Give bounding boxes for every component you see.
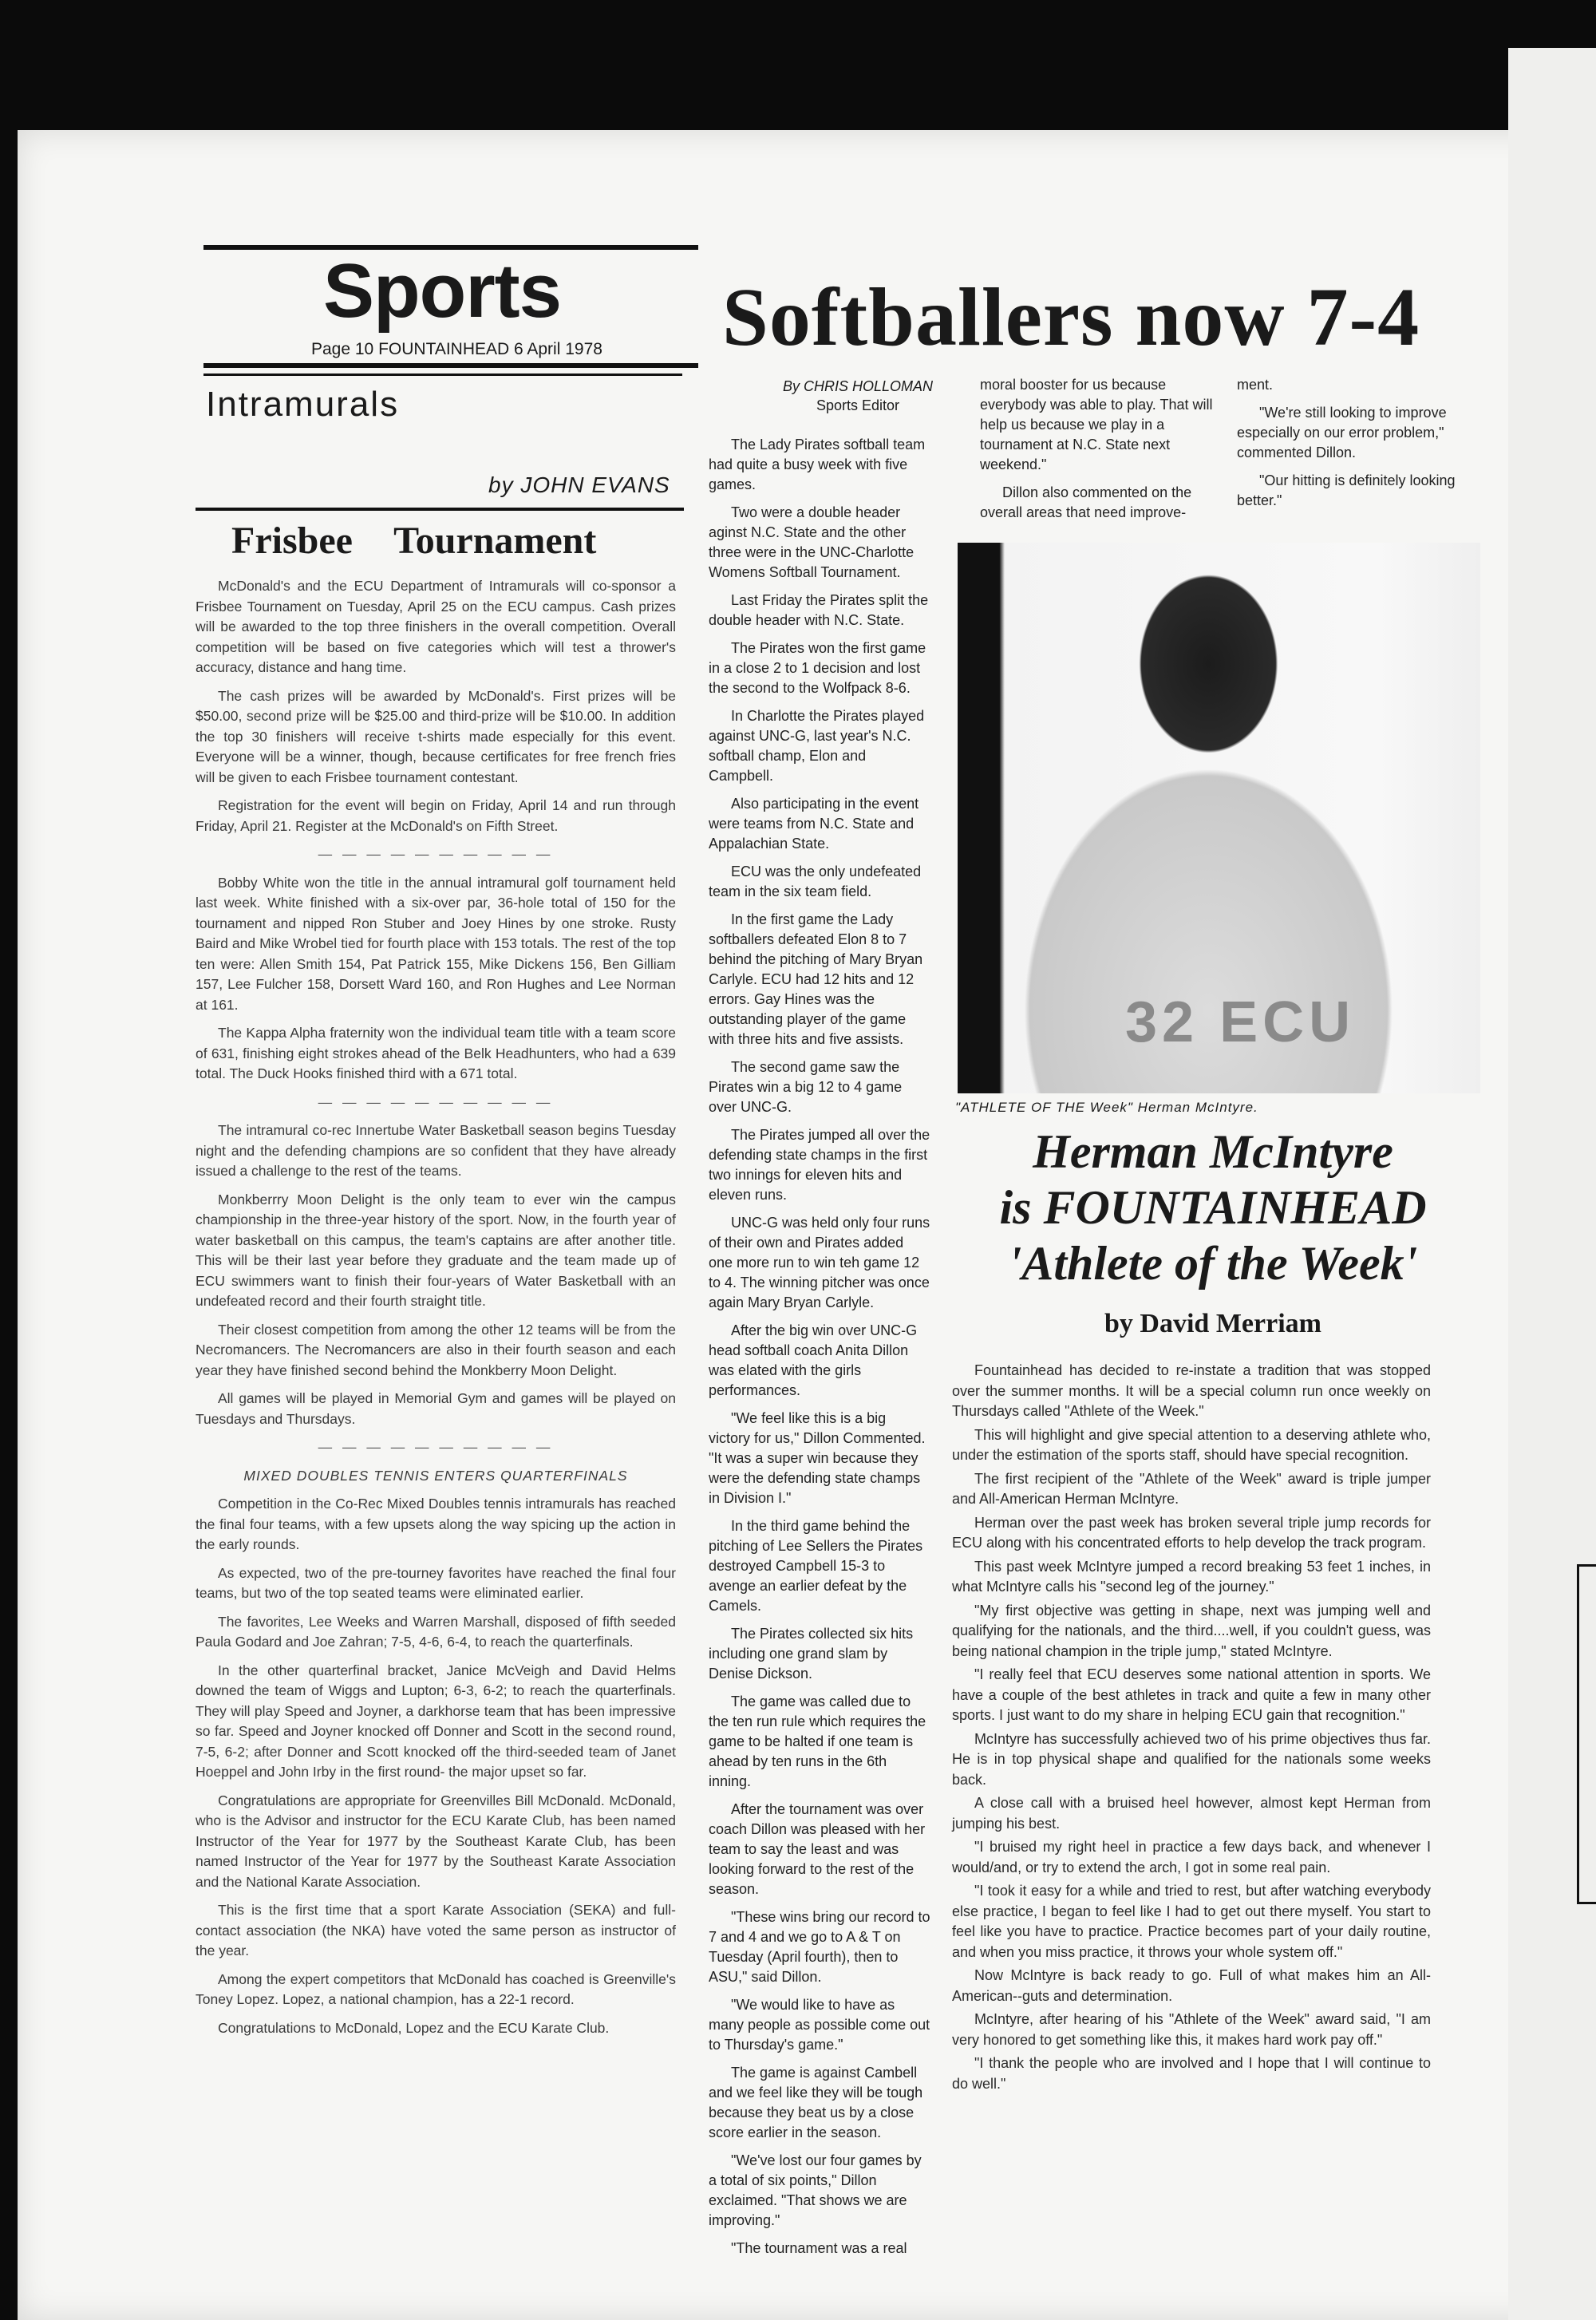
article-paragraph: Fountainhead has decided to re-instate a tradition that was stopped over the summer months. It will be a special column run once weekly on Thursdays called "Athlete of the Week."	[952, 1362, 1431, 1419]
column-rule	[196, 508, 684, 511]
article-paragraph: The second game saw the Pirates win a big 12 to 4 game over UNC-G.	[709, 1059, 903, 1115]
article-paragraph: The Pirates collected six hits including one grand slam by Denise Dickson.	[709, 1626, 914, 1682]
article-paragraph: After the big win over UNC-G head softball coach Anita Dillon was elated with the girls performances.	[709, 1322, 918, 1398]
title-rule	[203, 363, 698, 368]
headline-line: 'Athlete of the Week'	[1008, 1237, 1418, 1290]
article-paragraph: The Pirates jumped all over the defending state champs in the first two innings for eleven hits and eleven runs.	[709, 1127, 930, 1203]
article-paragraph: "We're still looking to improve especially on our error problem," commented Dillon.	[1237, 405, 1447, 460]
column-byline: by JOHN EVANS	[488, 472, 670, 497]
article-paragraph: The first recipient of the "Athlete of the Week" award is triple jumper and All-American Herman McIntyre.	[952, 1470, 1431, 1507]
article-paragraph: "Our hitting is definitely looking better."	[1237, 472, 1456, 508]
article-paragraph: The cash prizes will be awarded by McDonald's. First prizes will be $50.00, second prize will be $25.00 and third-prize will be $10.00. In addition the top 30 finishers will receive t-shirts made especially for this event. Everyone will be a winner, though, because certificates for free french fries will be given to each Frisbee tournament contestant.	[196, 687, 676, 785]
article-paragraph: ment.	[1237, 377, 1274, 393]
title-rule-thin	[203, 373, 682, 376]
article-paragraph: As expected, two of the pre-tourney favorites have reached the final four teams, but two of the top seated teams were eliminated earlier.	[196, 1564, 676, 1601]
athlete-photo	[958, 543, 1480, 1093]
article-paragraph: A close call with a bruised heel however, almost kept Herman from jumping his best.	[952, 1795, 1431, 1832]
article-paragraph: The intramural co-rec Innertube Water Basketball season begins Tuesday night and the defending champions are so confident that they have already issued a challenge to the rest of the teams.	[196, 1122, 676, 1179]
article-paragraph: This will highlight and give special attention to a deserving athlete who, under the estimation of the sports staff, should have special recognition.	[952, 1426, 1431, 1463]
athlete-byline: by David Merriam	[1104, 1309, 1321, 1338]
article-paragraph: Also participating in the event were teams from N.C. State and Appalachian State.	[709, 796, 919, 852]
article-paragraph: "These wins bring our record to 7 and 4 and we go to A & T on Tuesday (April fourth), then to ASU," said Dillon.	[709, 1909, 930, 1985]
article-paragraph: All games will be played in Memorial Gym and games will be played on Tuesdays and Thursdays.	[196, 1390, 676, 1427]
article-paragraph: In the other quarterfinal bracket, Janice McVeigh and David Helms downed the team of Wiggs and Lupton; 6-3, 6-2; to reach the quarterfinals. They will play Speed and Joyner, a darkhorse team that has been impressive so far. Speed and Joyner knocked off Donner and Scott in the second round, 7-5, 6-2; after Donner and Scott knocked off the third-seeded team of Janet Hoeppel and John Irby in the first round- the major upset so far.	[196, 1662, 676, 1780]
article-paragraph: Congratulations to McDonald, Lopez and the ECU Karate Club.	[218, 2019, 610, 2036]
frisbee-headline: Frisbee Tournament	[231, 520, 597, 562]
article-paragraph: Registration for the event will begin on Friday, April 14 and run through Friday, April 21. Register at the McDonald's on Fifth Street.	[196, 797, 676, 834]
intramurals-column	[196, 576, 676, 2046]
article-paragraph: McDonald's and the ECU Department of Intramurals will co-sponsor a Frisbee Tournament on Tuesday, April 25 on the ECU campus. Cash prizes will be awarded to the top three finishers in the overall competition. Overall competition will be based on five categories which will test a thrower's accuracy, distance and hang time.	[196, 578, 676, 675]
section-separator: — — — — — — — — — —	[318, 846, 554, 862]
column-name: Intramurals	[206, 385, 400, 424]
section-separator: — — — — — — — — — —	[318, 1439, 554, 1455]
article-paragraph: UNC-G was held only four runs of their own and Pirates added one more run to win teh game 12 to 4. The winning pitcher was once again Mary Bryan Carlyle.	[709, 1215, 930, 1310]
adjacent-page-box	[1577, 1564, 1596, 1904]
adjacent-page-edge	[1508, 48, 1596, 2320]
softball-column-2	[980, 375, 1215, 531]
headline-line: Herman McIntyre	[1033, 1125, 1393, 1178]
athlete-column	[952, 1361, 1431, 2097]
article-paragraph: moral booster for us because everybody was able to play. That will help us because we play in a tournament at N.C. State next weekend."	[980, 377, 1213, 472]
softball-column-3	[1237, 375, 1473, 519]
article-paragraph: McIntyre, after hearing of his "Athlete of the Week" award said, "I am very honored to get something like this, it makes hard work pay off."	[952, 2011, 1431, 2048]
article-paragraph: The game was called due to the ten run rule which requires the game to be halted if one team is ahead by ten runs in the 6th inning.	[709, 1694, 926, 1789]
article-paragraph: "I thank the people who are involved and I hope that I will continue to do well."	[952, 2055, 1431, 2092]
jersey-lettering: 32 ECU	[1125, 990, 1356, 1054]
article-paragraph: "I bruised my right heel in practice a few days back, and whenever I would/and, or try to extend the arch, I got in some real pain.	[952, 1839, 1431, 1875]
article-paragraph: "We feel like this is a big victory for us," Dillon Commented. "It was a super win because they were the defending state champs in Division I."	[709, 1410, 926, 1506]
article-paragraph: The Kappa Alpha fraternity won the individual team title with a team score of 631, finishing eight strokes ahead of the Belk Headhunters, who had a 639 total. The Duck Hooks finished third with a 671 total.	[196, 1025, 676, 1081]
byline-title: Sports Editor	[816, 397, 900, 413]
article-paragraph: The Lady Pirates softball team had quite a busy week with five games.	[709, 437, 926, 492]
article-paragraph: The favorites, Lee Weeks and Warren Marshall, disposed of fifth seeded Paula Godard and Joe Zahran; 7-5, 4-6, 6-4, to reach the quarterfinals.	[196, 1613, 676, 1650]
article-paragraph: Two were a double header aginst N.C. State and the other three were in the UNC-Charlotte Womens Softball Tournament.	[709, 504, 915, 580]
article-paragraph: Herman over the past week has broken several triple jump records for ECU along with his concentrated efforts to help develop the track program.	[952, 1514, 1431, 1551]
article-paragraph: Competition in the Co-Rec Mixed Doubles tennis intramurals has reached the final four teams, with a few upsets along the way spicing up the action in the early rounds.	[196, 1496, 676, 1552]
article-paragraph: The game is against Cambell and we feel like they will be tough because they beat us by a close score earlier in the season.	[709, 2065, 923, 2140]
article-paragraph: In Charlotte the Pirates played against UNC-G, last year's N.C. softball champ, Elon and Campbell.	[709, 708, 925, 784]
article-paragraph: "The tournament was a real	[731, 2240, 907, 2256]
article-paragraph: "We've lost our four games by a total of six points," Dillon exclaimed. "That shows we are improving."	[709, 2152, 922, 2228]
article-paragraph: This past week McIntyre jumped a record breaking 53 feet 1 inches, in what McIntyre calls his "second leg of the journey."	[952, 1558, 1431, 1595]
headline-line: is FOUNTAINHEAD	[999, 1181, 1427, 1234]
article-paragraph: Among the expert competitors that McDonald has coached is Greenville's Toney Lopez. Lopez, a national champion, has a 22-1 record.	[196, 1970, 676, 2007]
article-paragraph: "We would like to have as many people as possible come out to Thursday's game."	[709, 1997, 930, 2053]
article-paragraph: Dillon also commented on the overall areas that need improve-	[980, 484, 1192, 520]
article-paragraph: In the third game behind the pitching of Lee Sellers the Pirates destroyed Campbell 15-3 to avenge an earlier defeat by the Camels.	[709, 1518, 923, 1614]
athlete-headline	[958, 1124, 1468, 1291]
softball-headline: Softballers now 7-4	[722, 271, 1420, 363]
article-paragraph: "My first objective was getting in shape, next was jumping well and qualifying for the nationals, and the third....well, if you couldn't guess, was being national champion in the triple jump," stated McIntyre.	[952, 1602, 1431, 1659]
article-paragraph: "I took it easy for a while and tried to rest, but after watching everybody else practice, I began to feel like I had to get out there myself. You start to feel like you have to practice. Practice becomes part of your daily routine, and when you miss practice, it throws your whole system off."	[952, 1883, 1431, 1960]
article-paragraph: After the tournament was over coach Dillon was pleased with her team to say the least and was looking forward to the rest of the season.	[709, 1801, 926, 1897]
section-separator: — — — — — — — — — —	[318, 1093, 554, 1110]
section-title: Sports	[323, 248, 562, 334]
article-paragraph: This is the first time that a sport Karate Association (SEKA) and full-contact association (the NKA) have voted the same person as instructor of the year.	[196, 1902, 676, 1958]
article-paragraph: "I really feel that ECU deserves some national attention in sports. We have a couple of the best athletes in track and quite a few in many other sports. I just want to do my share in helping ECU gain that recognition."	[952, 1666, 1431, 1723]
article-paragraph: Their closest competition from among the other 12 teams will be from the Necromancers. The Necromancers are also in their fourth season and each year they have finished second behind the Monkberry Moon Delight.	[196, 1321, 676, 1378]
article-paragraph: In the first game the Lady softballers defeated Elon 8 to 7 behind the pitching of Mary Bryan Carlyle. ECU had 12 hits and 12 errors. Gay Hines was the outstanding player of the game with three hits and five assists.	[709, 911, 923, 1047]
article-paragraph: Now McIntyre is back ready to go. Full of what makes him an All-American--guts and determination.	[952, 1967, 1431, 2004]
article-paragraph: McIntyre has successfully achieved two of his prime objectives thus far. He is in top physical shape and qualified for the nationals some weeks back.	[952, 1730, 1431, 1788]
article-paragraph: Monkberrry Moon Delight is the only team to ever win the campus championship in the three-year history of the sport. Now, in the fourth year of water basketball on this campus, the team's captains are after another title. This will be their last year before they graduate and the team made up of ECU swimmers want to finish their four-years of Water Basketball with an undefeated record and their fourth straight title.	[196, 1191, 676, 1309]
photo-caption: "ATHLETE OF THE Week" Herman McIntyre.	[955, 1100, 1258, 1115]
article-paragraph: Bobby White won the title in the annual intramural golf tournament held last week. White finished with a six-over par, 36-hole total of 150 for the tournament and nipped Ron Stuber and Joey Hines by one stroke. Rusty Baird and Mike Wrobel tied for fourth place with 153 totals. The rest of the top ten were: Allen Smith 154, Pat Patrick 155, Mike Dickens 156, Ben Gilliam 157, Lee Fulcher 158, Dorsett Ward 160, and Ron Hughes and Lee Norman at 161.	[196, 874, 676, 1013]
folio-line: Page 10 FOUNTAINHEAD 6 April 1978	[311, 340, 602, 358]
mixed-doubles-subhead: MIXED DOUBLES TENNIS ENTERS QUARTERFINALS	[243, 1467, 628, 1484]
article-paragraph: ECU was the only undefeated team in the six team field.	[709, 864, 922, 899]
softball-column-1	[709, 435, 930, 2267]
article-paragraph: Congratulations are appropriate for Greenvilles Bill McDonald. McDonald, who is the Advisor and instructor for the ECU Karate Club, has been named Instructor of the Year for 1977 by the Southeast Karate Club, has been named Instructor of the Year for 1977 by the Southeast Karate Association and the National Karate Association.	[196, 1792, 676, 1890]
byline-name: By CHRIS HOLLOMAN	[782, 378, 934, 394]
article-paragraph: The Pirates won the first game in a close 2 to 1 decision and lost the second to the Wolfpack 8-6.	[709, 640, 926, 696]
softball-byline	[718, 377, 998, 415]
article-paragraph: Last Friday the Pirates split the double header with N.C. State.	[709, 592, 929, 628]
